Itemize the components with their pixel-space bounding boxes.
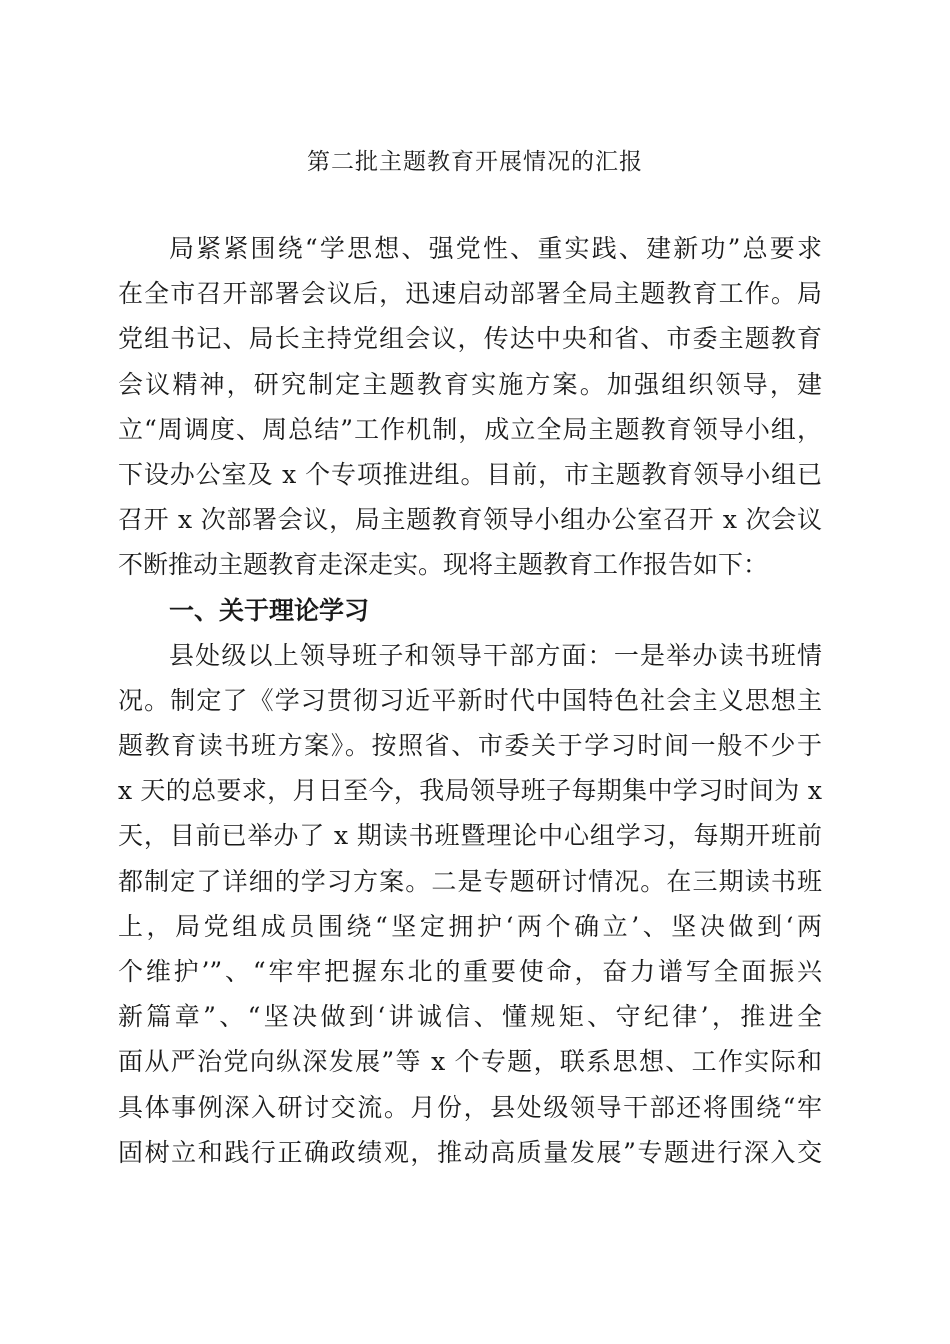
- paragraph-line: x 天的总要求，月日至今，我局领导班子每期集中学习时间为 x: [118, 776, 822, 806]
- paragraph-line: 立“周调度、周总结”工作机制，成立全局主题教育领导小组，: [118, 414, 822, 444]
- paragraph-line: 会议精神，研究制定主题教育实施方案。加强组织领导，建: [118, 369, 822, 399]
- paragraph-line: 具体事例深入研讨交流。月份，县处级领导干部还将围绕“牢: [118, 1092, 822, 1122]
- paragraph-line: 面从严治党向纵深发展”等 x 个专题，联系思想、工作实际和: [118, 1047, 822, 1077]
- document-body: [118, 226, 822, 1175]
- paragraph-line: 固树立和践行正确政绩观，推动高质量发展”专题进行深入交: [118, 1137, 822, 1167]
- paragraph-line: 题教育读书班方案》。按照省、市委关于学习时间一般不少于: [118, 731, 822, 761]
- paragraph-line: 新篇章”、“坚决做到‘讲诚信、懂规矩、守纪律’，推进全: [118, 1002, 822, 1032]
- paragraph-line: 都制定了详细的学习方案。二是专题研讨情况。在三期读书班: [118, 866, 822, 896]
- paragraph-line: 个维护’”、“牢牢把握东北的重要使命，奋力谱写全面振兴: [118, 957, 822, 986]
- paragraph-line: 局紧紧围绕“学思想、强党性、重实践、建新功”总要求: [169, 234, 822, 263]
- paragraph-line: 县处级以上领导班子和领导干部方面：一是举办读书班情: [169, 640, 822, 670]
- paragraph-line: 党组书记、局长主持党组会议，传达中央和省、市委主题教育: [118, 324, 822, 354]
- paragraph-line: 下设办公室及 x 个专项推进组。目前，市主题教育领导小组已: [118, 459, 822, 489]
- paragraph-line: 在全市召开部署会议后，迅速启动部署全局主题教育工作。局: [118, 279, 822, 309]
- paragraph-line: 况。制定了《学习贯彻习近平新时代中国特色社会主义思想主: [118, 685, 822, 715]
- paragraph-line: 召开 x 次部署会议，局主题教育领导小组办公室召开 x 次会议: [118, 505, 822, 535]
- document-title: 第二批主题教育开展情况的汇报: [307, 149, 643, 175]
- paragraph-line: 上，局党组成员围绕“坚定拥护‘两个确立’、坚决做到‘两: [118, 911, 822, 941]
- paragraph-line: 天，目前已举办了 x 期读书班暨理论中心组学习，每期开班前: [118, 821, 822, 851]
- paragraph-line: 不断推动主题教育走深走实。现将主题教育工作报告如下：: [118, 550, 769, 580]
- section-heading: 一、关于理论学习: [169, 595, 370, 625]
